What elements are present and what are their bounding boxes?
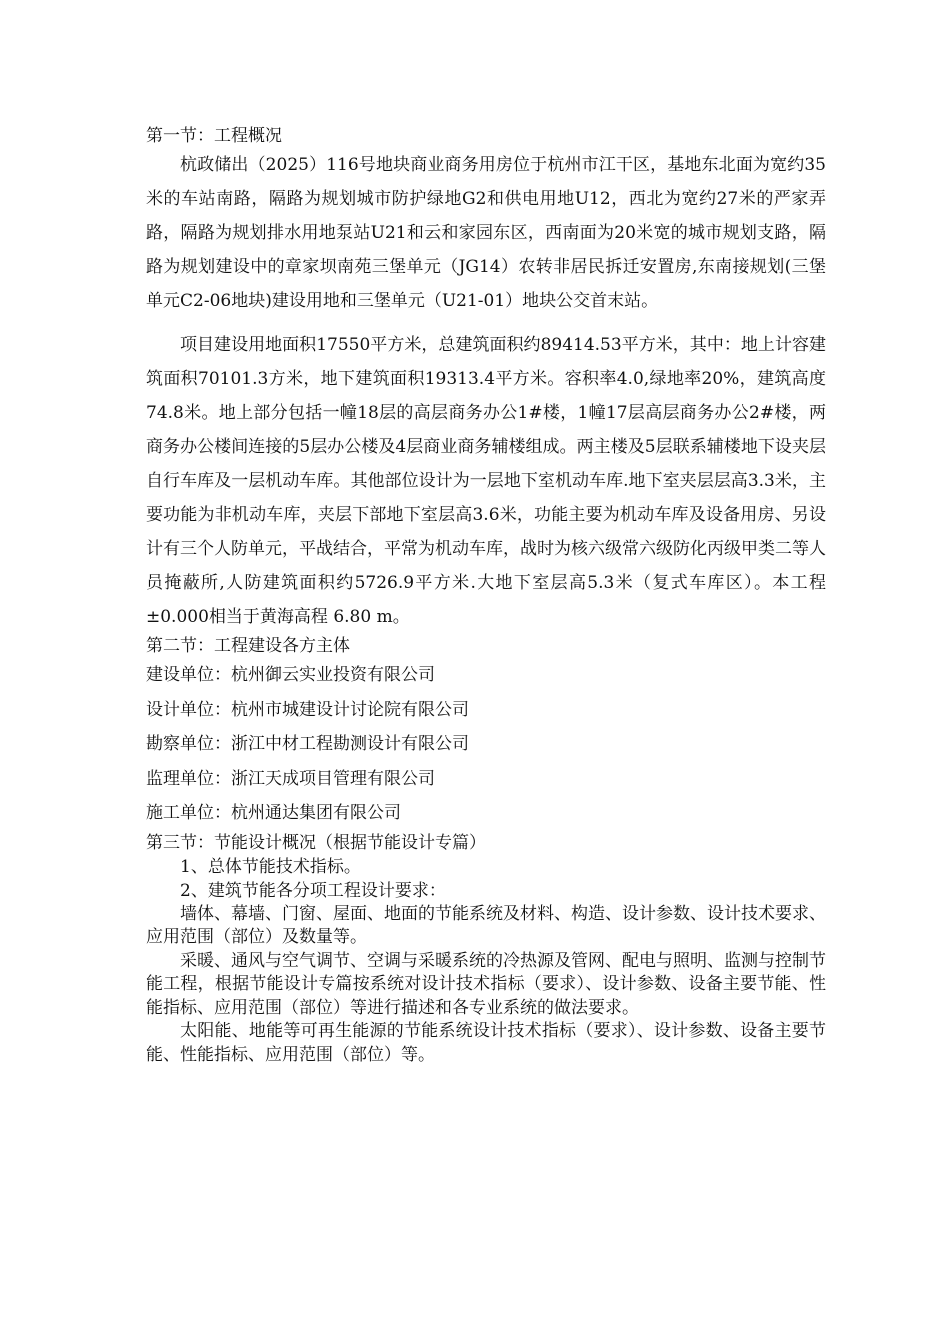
section-3-heading: 第三节：节能设计概况（根据节能设计专篇） xyxy=(146,832,486,853)
section-1-heading: 第一节：工程概况 xyxy=(146,126,282,146)
participant-units-list xyxy=(146,658,826,831)
document-body xyxy=(146,124,826,1067)
unit-row-construction: 建设单位：杭州御云实业投资有限公司 xyxy=(146,665,435,685)
section-1-paragraph-scale: 项目建设用地面积17550平方米，总建筑面积约89414.53平方米，其中：地上计容建筑面积70101.3方米，地下建筑面积19313.4平方米。容积率4.0,绿地率20%，建筑高度74.8米。地上部分包括一幢18层的高层商务办公1#楼，1幢17层高层商务办公2#楼，两商务办公楼间连接的5层办公楼及4层商业商务辅楼组成。两主楼及5层联系辅楼地下设夹层自行车库及一层机动车库。其他部位设计为一层地下室机动车库.地下室夹层层高3.3米，主要功能为非机动车库，夹层下部地下室层高3.6米，功能主要为机动车库及设备用房、另设计有三个人防单元，平战结合，平常为机动车库，战时为核六级常六级防化丙级甲类二等人员掩蔽所,人防建筑面积约5726.9平方米.大地下室层高5.3米（复式车库区）。本工程±0.000相当于黄海高程 6.80 m。 xyxy=(146,335,826,627)
section-2-heading: 第二节：工程建设各方主体 xyxy=(146,636,350,656)
section-3-paragraph-envelope: 墙体、幕墙、门窗、屋面、地面的节能系统及材料、构造、设计参数、设计技术要求、应用范围（部位）及数量等。 xyxy=(146,903,826,947)
unit-row-survey: 勘察单位：浙江中材工程勘测设计有限公司 xyxy=(146,734,469,754)
list-item-subitem-requirements: 2、建筑节能各分项工程设计要求： xyxy=(180,880,446,901)
section-3-paragraph-renewable: 太阳能、地能等可再生能源的节能系统设计技术指标（要求）、设计参数、设备主要节能、性能指标、应用范围（部位）等。 xyxy=(146,1021,826,1065)
unit-row-supervision: 监理单位：浙江天成项目管理有限公司 xyxy=(146,768,435,789)
unit-row-design: 设计单位：杭州市城建设计讨论院有限公司 xyxy=(146,699,469,720)
section-3-paragraph-hvac: 采暖、通风与空气调节、空调与采暖系统的冷热源及管网、配电与照明、监测与控制节能工程，根据节能设计专篇按系统对设计技术指标（要求）、设计参数、设备主要节能、性能指标、应用范围（部位）等进行描述和各专业系统的做法要求。 xyxy=(146,950,826,1018)
unit-row-contractor: 施工单位：杭州通达集团有限公司 xyxy=(146,803,401,823)
section-1-paragraph-location: 杭政储出（2025）116号地块商业商务用房位于杭州市江干区，基地东北面为宽约35米的车站南路，隔路为规划城市防护绿地G2和供电用地U12，西北为宽约27米的严家弄路，隔路为规划排水用地泵站U21和云和家园东区，西南面为20米宽的城市规划支路，隔路为规划建设中的章家坝南苑三堡单元（JG14）农转非居民拆迁安置房,东南接规划(三堡单元C2-06地块)建设用地和三堡单元（U21-01）地块公交首末站。 xyxy=(146,155,826,311)
list-item-overall-indicators: 1、总体节能技术指标。 xyxy=(180,856,361,877)
